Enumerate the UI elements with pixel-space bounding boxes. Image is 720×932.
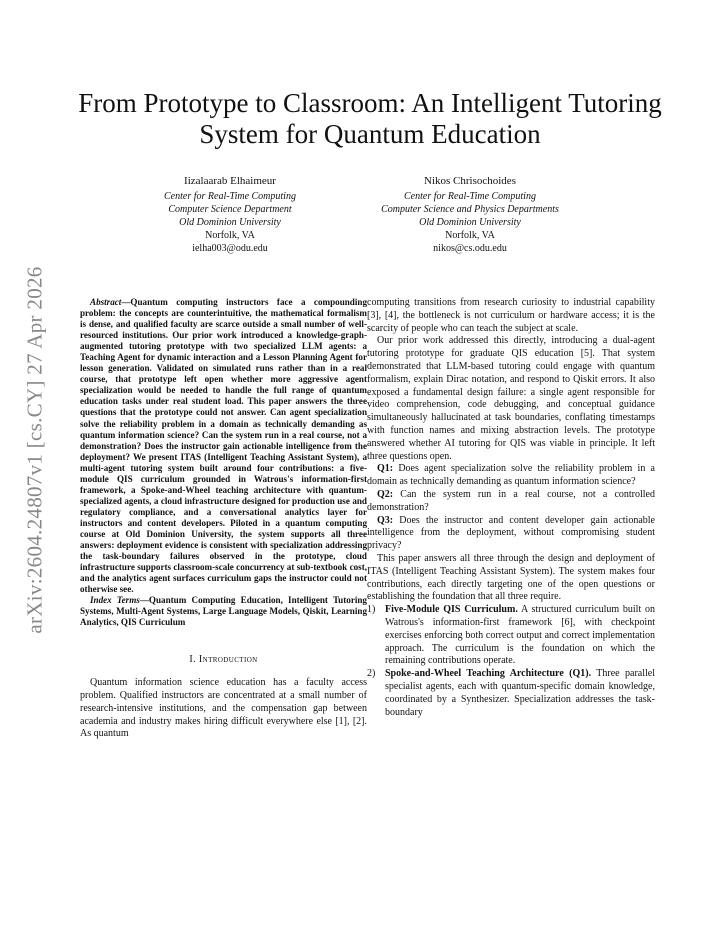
arxiv-identifier-text: arXiv:2604.24807v1 [cs.CY] 27 Apr 2026	[22, 266, 47, 634]
right-column	[367, 297, 655, 719]
contribution-lead: Spoke-and-Wheel Teaching Architecture (Q1).	[385, 668, 592, 680]
author-affiliation-line: Center for Real-Time Computing	[404, 191, 536, 202]
abstract-label: Abstract	[90, 297, 122, 307]
author-email: ielha003@odu.edu	[192, 243, 268, 254]
question-label: Q2:	[377, 488, 394, 500]
question-text: Does the instructor and content developer gain actionable intelligence from the deployment, without compromising student privacy?	[367, 514, 655, 552]
author-affiliation-line: Old Dominion University	[419, 217, 521, 228]
body-paragraph: computing transitions from research curiosity to industrial capability [3], [4], the bottleneck is not curriculum or hardware access; it is the scarcity of people who can teach the subject at scale.	[367, 297, 655, 334]
author-location: Norfolk, VA	[205, 230, 255, 241]
question-q2	[367, 489, 655, 515]
body-paragraph: This paper answers all three through the design and deployment of ITAS (Intelligent Teaching Assistant System). The system makes four contributions, each directly targeting one of the open questions or establishing the foundation that all three require.	[367, 552, 655, 603]
contributions-list	[367, 604, 655, 719]
body-paragraph: Our prior work addressed this directly, introducing a dual-agent tutoring prototype for graduate QIS education [5]. That system demonstrated that LLM-based tutoring could engage with quantum formalism, explain Dirac notation, and respond to Qiskit errors. It also exposed a fundamental design failure: a single agent responsible for video comprehension, code debugging, and conceptual guidance simultaneously hallucinated at task boundaries, conflating timestamps with function names and mixing abstraction levels. The prototype answered whether AI tutoring for QIS was viable in principle. It left three questions open.	[367, 335, 655, 462]
index-terms-label: Index Terms	[90, 595, 140, 606]
author-affiliation-line: Center for Real-Time Computing	[164, 191, 296, 202]
question-label: Q3:	[377, 514, 394, 526]
contribution-text: Three parallel specialist agents, each with quantum-specific domain knowledge, coordinated by a Synthesizer. Specialization addresses the task-boundary	[385, 668, 655, 718]
question-q1	[367, 463, 655, 489]
left-column	[80, 297, 367, 741]
author-affiliation-line: Computer Science Department	[168, 204, 292, 215]
author-affiliation-line: Old Dominion University	[179, 217, 281, 228]
list-number: 1)	[367, 604, 376, 616]
author-name: Nikos Chrisochoides	[424, 175, 516, 187]
abstract-text: —Quantum computing instructors face a compounding problem: the concepts are counterintuitive, the mathematical formalism is dense, and qualified faculty are scarce outside a small number of well-resourced institutions. Our prior work introduced a knowledge-graph-augmented tutoring prototype with two specialized LLM agents: a Teaching Agent for dynamic interaction and a Lesson Planning Agent for lesson generation. Validated on simulated runs rather than in a real course, that prototype left open whether more aggressive agent specialization would be needed to handle the full range of quantum education tasks under real student load. This paper answers the three questions that the prototype could not answer. Can agent specialization solve the reliability problem in a domain as technically demanding as quantum information science? Can the system run in a real course, not a demonstration? Does the instructor gain actionable intelligence from the deployment? We present ITAS (Intelligent Teaching Assistant System), a multi-agent tutoring system built around four contributions: a five-module QIS curriculum grounded in Watrous's information-first framework, a Spoke-and-Wheel teaching architecture with quantum-specialized agents, a cloud infrastructure designed for production use and regulatory compliance, and a conversational analytics layer for instructors and content developers. Piloted in a quantum computing course at Old Dominion University, the system supports all three answers: deployment evidence is consistent with specialization addressing the task-boundary failures observed in the prototype, cloud infrastructure supports classroom-scale concurrency at sub-textbook cost, and the analytics agent surfaces curriculum gaps the instructor could not otherwise see.	[80, 297, 367, 595]
question-label: Q1:	[377, 463, 394, 475]
author-block-2	[350, 174, 590, 255]
question-text: Can the system run in a real course, not a controlled demonstration?	[367, 488, 655, 513]
author-affiliation-line: Computer Science and Physics Departments	[381, 204, 559, 215]
author-name: Iizalaarab Elhaimeur	[184, 175, 276, 187]
arxiv-identifier	[20, 260, 50, 640]
intro-paragraph: Quantum information science education has a faculty access problem. Qualified instructors are concentrated at a small number of research-intensive institutions, and the compensation gap between academia and industry makes hiring difficult everywhere else [1], [2]. As quantum	[80, 677, 367, 740]
index-terms-text: —Quantum Computing Education, Intelligent Tutoring Systems, Multi-Agent Systems, Large Language Models, Qiskit, Learning Analytics, QIS Curriculum	[80, 595, 367, 628]
contribution-item	[367, 604, 655, 668]
author-email: nikos@cs.odu.edu	[433, 243, 507, 254]
contribution-lead: Five-Module QIS Curriculum.	[385, 604, 518, 616]
author-location: Norfolk, VA	[445, 230, 495, 241]
contribution-text: A structured curriculum built on Watrous's information-first framework [6], with checkpoint exercises enforcing both correct output and correct implementation approach. The curriculum is the foundation on which the remaining contributions operate.	[385, 604, 656, 667]
paper-title: From Prototype to Classroom: An Intelligent Tutoring System for Quantum Education	[78, 88, 662, 149]
list-number: 2)	[367, 668, 376, 680]
section-heading-introduction: I. Introduction	[189, 654, 258, 666]
abstract	[80, 297, 367, 595]
question-q3	[367, 515, 655, 553]
author-block-1	[110, 174, 350, 255]
index-terms	[80, 595, 367, 628]
question-text: Does agent specialization solve the reliability problem in a domain as technically demanding as quantum information science?	[367, 463, 655, 488]
contribution-item	[367, 668, 655, 719]
